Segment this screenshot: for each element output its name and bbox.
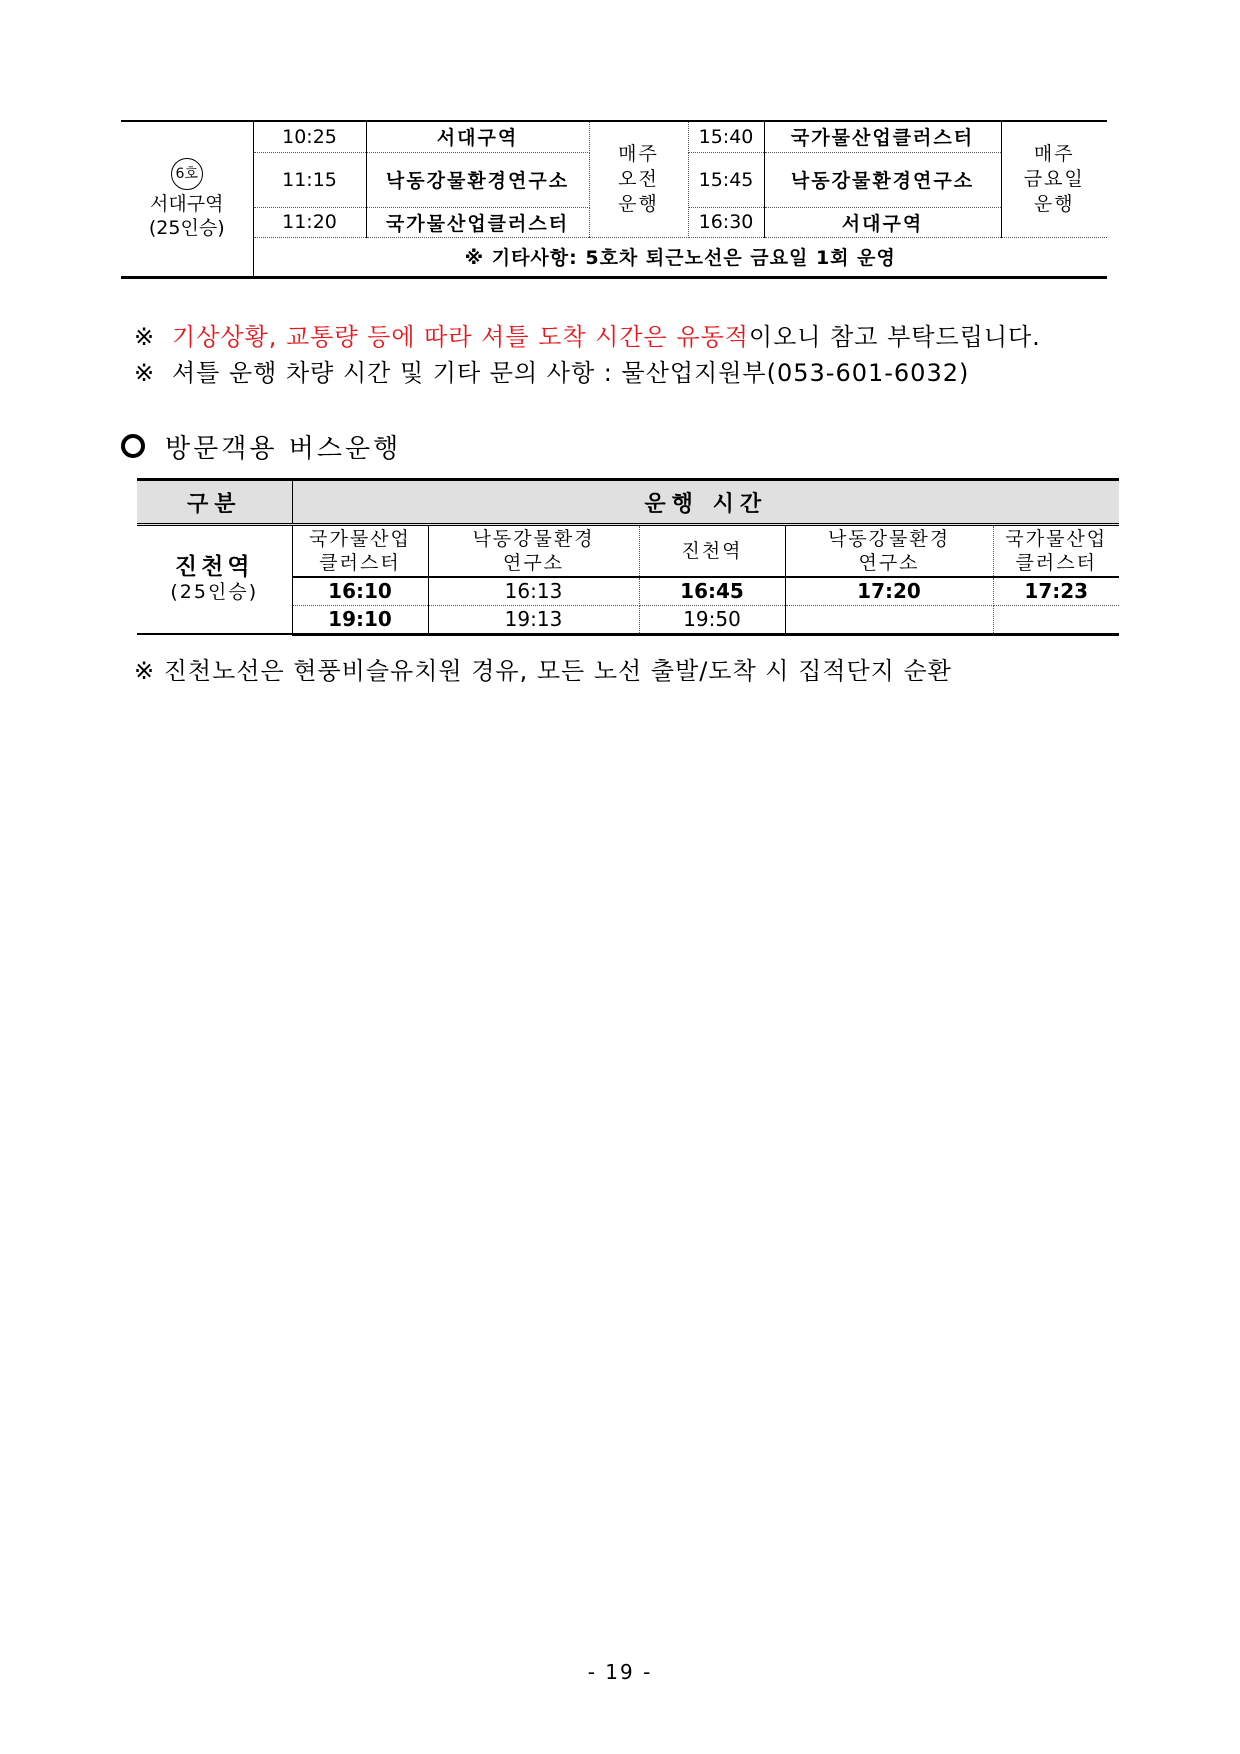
morning-stop-3: 국가물산업클러스터: [366, 207, 589, 237]
visitor-station-cell: [137, 525, 292, 635]
weather-note-rest: 이오니 참고 부탁드립니다.: [748, 323, 1041, 351]
time-cell: 19:10: [292, 605, 428, 634]
time-cell: 17:23: [993, 577, 1119, 605]
visitor-stops-row: [137, 525, 1119, 578]
evening-schedule-line-1: 매주: [1033, 142, 1075, 165]
evening-schedule-line-3: 운행: [1033, 192, 1075, 215]
stop-header-1: [292, 525, 428, 578]
morning-stop-1: 서대구역: [366, 121, 589, 152]
route6-label-cell: [121, 121, 253, 277]
stop-header-3: [639, 525, 785, 578]
stop-header-2-line-2: 연구소: [502, 552, 565, 574]
weather-note: [134, 317, 1041, 352]
time-cell: 19:13: [428, 605, 639, 634]
header-operation-time: 운행 시간: [292, 480, 1119, 525]
evening-schedule-line-2: 금요일: [1023, 167, 1085, 190]
morning-time-3: 11:20: [253, 207, 366, 237]
weather-note-highlight: 기상상황, 교통량 등에 따라 셔틀 도착 시간은 유동적: [172, 323, 749, 351]
contact-note-text: 셔틀 운행 차량 시간 및 기타 문의 사항 : 물산업지원부(053-601-6032): [172, 359, 970, 387]
morning-schedule-line-2: 오전: [618, 167, 659, 190]
reference-mark: ※: [134, 359, 156, 387]
morning-time-1: 10:25: [253, 121, 366, 152]
reference-mark: ※: [134, 323, 156, 351]
circle-bullet-icon: [121, 434, 145, 458]
visitor-station-capacity: (25인승): [170, 581, 259, 603]
morning-schedule-line-1: 매주: [618, 142, 659, 165]
page-number: - 19 -: [587, 1660, 653, 1684]
route6-timetable: [121, 120, 1107, 279]
evening-stop-1: 국가물산업클러스터: [764, 121, 1001, 152]
contact-note: [134, 353, 969, 388]
morning-schedule: [589, 121, 688, 237]
morning-time-2: 11:15: [253, 152, 366, 207]
visitor-bus-timetable: [137, 478, 1119, 636]
evening-stop-3: 서대구역: [764, 207, 1001, 237]
stop-header-2: [428, 525, 639, 578]
stop-header-2-line-1: 낙동강물환경: [472, 528, 595, 550]
stop-header-4: [785, 525, 993, 578]
time-cell: [993, 605, 1119, 634]
stop-header-5: [993, 525, 1119, 578]
header-category: 구분: [137, 480, 292, 525]
evening-time-2: 15:45: [688, 152, 764, 207]
route6-row-1: [121, 121, 1107, 152]
time-cell: 19:50: [639, 605, 785, 634]
route6-note-row: [121, 237, 1107, 277]
stop-header-4-line-1: 낙동강물환경: [827, 528, 951, 550]
jincheon-footnote: ※ 진천노선은 현풍비슬유치원 경유, 모든 노선 출발/도착 시 집적단지 순환: [134, 657, 952, 685]
route6-note: ※ 기타사항: 5호차 퇴근노선은 금요일 1회 운영: [253, 237, 1107, 277]
stop-header-5-line-2: 클러스터: [1015, 552, 1097, 574]
time-cell: 16:13: [428, 577, 639, 605]
morning-schedule-line-3: 운행: [618, 192, 659, 215]
stop-header-4-line-2: 연구소: [858, 552, 920, 574]
time-cell: 16:45: [639, 577, 785, 605]
stop-header-5-line-1: 국가물산업: [1005, 528, 1108, 550]
time-cell: 16:10: [292, 577, 428, 605]
stop-header-3-line-1: 진천역: [681, 540, 743, 562]
visitor-station-name: 진천역: [174, 554, 254, 580]
time-cell: 17:20: [785, 577, 993, 605]
route6-capacity: (25인승): [148, 216, 225, 239]
time-cell: [785, 605, 993, 634]
visitor-header-row: [137, 480, 1119, 525]
route6-station: 서대구역: [150, 192, 224, 215]
evening-stop-2: 낙동강물환경연구소: [764, 152, 1001, 207]
evening-time-3: 16:30: [688, 207, 764, 237]
route-badge: 6호: [171, 158, 203, 190]
stop-header-1-line-2: 클러스터: [319, 552, 401, 574]
evening-schedule: [1001, 121, 1107, 237]
evening-time-1: 15:40: [688, 121, 764, 152]
visitor-bus-title: 방문객용 버스운행: [165, 434, 402, 464]
morning-stop-2: 낙동강물환경연구소: [366, 152, 589, 207]
visitor-bus-heading: [121, 428, 401, 465]
stop-header-1-line-1: 국가물산업: [309, 528, 411, 550]
